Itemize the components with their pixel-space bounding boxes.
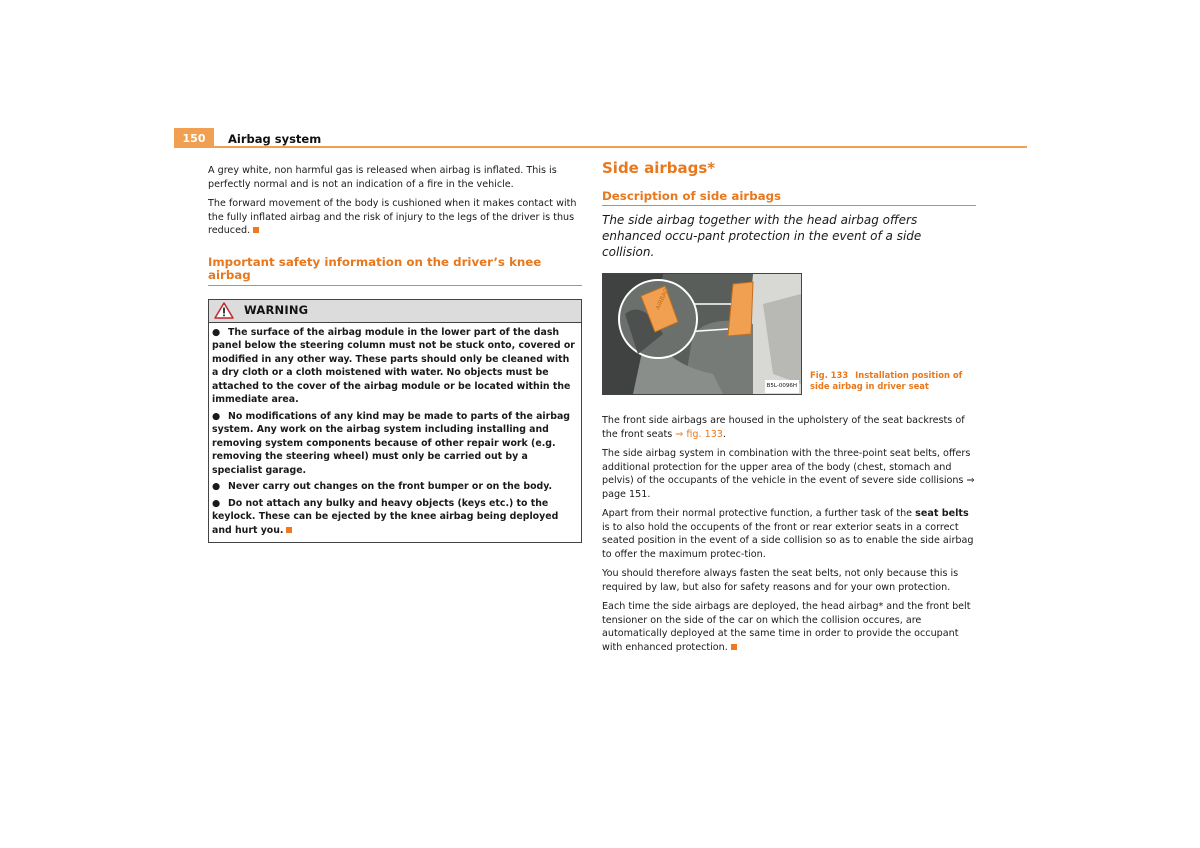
bullet-icon: ● bbox=[212, 326, 221, 338]
warning-body bbox=[209, 323, 581, 543]
paragraph: A grey white, non harmful gas is released when airbag is inflated. This is perfectly normal and is not an indication of a fire in the vehicle. bbox=[208, 165, 557, 190]
header-rule bbox=[214, 146, 1027, 148]
figure-image bbox=[602, 273, 802, 395]
warning-item: ● No modifications of any kind may be made to parts of the airbag system. Any work on the airbag system including installing and removing system components because of other repair work (e.g. removing the steering wheel) must only be carried out by a specialist garage. bbox=[212, 410, 571, 476]
paragraph: You should therefore always fasten the seat belts, not only because this is required by law, but also for safety reasons and for your own protection. bbox=[602, 568, 959, 593]
figure-number: Fig. 133 bbox=[810, 370, 849, 380]
paragraph: Each time the side airbags are deployed, the head airbag* and the front belt tensioner on the side of the car on which the collision occures, are automatically deployed at the same time in order to provide the occupant with enhanced protection. bbox=[602, 601, 971, 653]
right-column bbox=[602, 160, 976, 660]
section-title: Side airbags* bbox=[602, 159, 716, 177]
paragraph: The forward movement of the body is cushioned when it makes contact with the fully inflated airbag and the risk of injury to the legs of the driver is thus reduced. bbox=[208, 198, 577, 236]
paragraph: The side airbag system in combination with the three-point seat belts, offers additional protection for the upper area of the body (chest, stomach and pelvis) of the occupants of the vehicle in the event of severe side collisions ⇒ page 151. bbox=[602, 448, 975, 500]
paragraph: The front side airbags are housed in the upholstery of the seat backrests of the front seats ⇒ fig. 133. bbox=[602, 415, 965, 440]
airbag-label: AIRBAG bbox=[654, 287, 671, 311]
paragraph: Apart from their normal protective function, a further task of the seat belts is to also hold the occupents of the front or rear exterior seats in a correct seated position in the event of a side collision so as to enable the side airbag to offer the maximum protec-tion. bbox=[602, 508, 974, 560]
bullet-icon: ● bbox=[212, 481, 221, 492]
warning-title: WARNING bbox=[244, 302, 309, 317]
left-column bbox=[208, 164, 582, 543]
figure-caption bbox=[810, 370, 970, 395]
intro-text: The side airbag together with the head airbag offers enhanced occu-pant protection in the event of a side collision. bbox=[602, 213, 922, 259]
page-number: 150 bbox=[174, 128, 214, 148]
seat-illustration bbox=[603, 274, 801, 394]
warning-header bbox=[209, 300, 581, 323]
bullet-icon: ● bbox=[212, 410, 221, 422]
figure-code: B5L-0096H bbox=[765, 380, 799, 394]
section-end-mark bbox=[253, 227, 259, 233]
figure-caption-text: Installation position of side airbag in driver seat bbox=[810, 370, 963, 391]
warning-box bbox=[208, 299, 582, 544]
warning-triangle-icon bbox=[214, 302, 234, 319]
section-end-mark bbox=[731, 644, 737, 650]
bullet-icon: ● bbox=[212, 497, 221, 509]
section-end-mark bbox=[286, 527, 292, 533]
warning-item: ● The surface of the airbag module in the lower part of the dash panel below the steering column must not be stuck onto, covered or modified in any other way. These parts should only be cleaned with a dry cloth or a cloth moistened with water. No objects must be attached to the cover of the airbag module or be located within the immediate area. bbox=[212, 326, 575, 405]
warning-item: ● Do not attach any bulky and heavy objects (keys etc.) to the keylock. These can be ejected by the knee airbag being deployed and hurt you. bbox=[212, 497, 559, 536]
figure bbox=[602, 273, 976, 395]
subheading: Important safety information on the driver’s knee airbag bbox=[208, 256, 582, 286]
figure-reference-link[interactable]: ⇒ fig. 133 bbox=[675, 428, 723, 440]
subheading: Description of side airbags bbox=[602, 190, 976, 207]
emphasis: seat belts bbox=[915, 508, 969, 519]
warning-item: ● Never carry out changes on the front bumper or on the body. bbox=[212, 481, 553, 492]
chapter-title: Airbag system bbox=[228, 132, 322, 146]
